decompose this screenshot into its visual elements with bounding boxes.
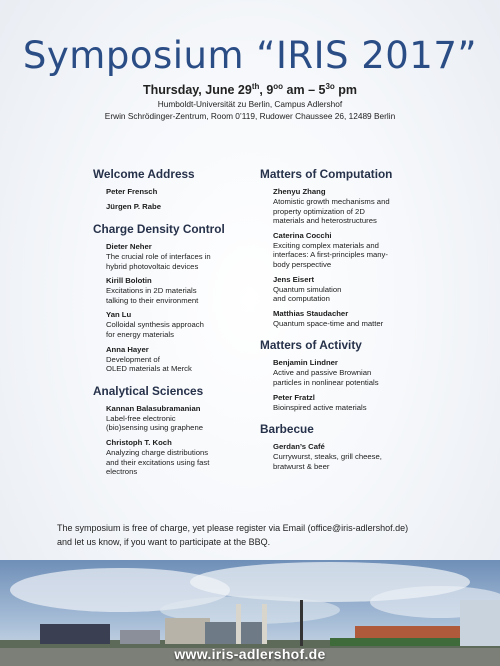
time-start-minutes: oo xyxy=(273,82,284,91)
talk-item xyxy=(106,242,261,271)
section-title: Analytical Sciences xyxy=(93,383,204,398)
talk-item xyxy=(106,202,261,212)
speaker-name: Peter Frensch xyxy=(106,187,158,196)
date-prefix: Thursday, June 29 xyxy=(142,83,252,98)
talk-item xyxy=(273,231,450,270)
talk-topic: Currywurst, steaks, grill cheese, bratwurst & beer xyxy=(273,452,382,471)
talk-topic: Label-free electronic (bio)sensing using graphene xyxy=(106,413,204,433)
time-end: pm xyxy=(334,83,358,98)
talk-topic: Exciting complex materials and interfaces: A first-principles many- body perspective xyxy=(273,240,388,269)
section-title: Matters of Computation xyxy=(260,167,393,181)
talk-topic: Excitations in 2D materials talking to their environment xyxy=(106,286,199,305)
program-section xyxy=(93,167,261,212)
talk-item xyxy=(106,438,261,477)
talk-topic: Bioinspired active materials xyxy=(273,402,367,412)
talk-item xyxy=(273,275,450,304)
talk-item xyxy=(106,310,261,339)
talk-topic: Quantum space-time and matter xyxy=(273,318,384,328)
section-title: Welcome Address xyxy=(93,167,195,181)
talk-item xyxy=(273,358,450,387)
event-date xyxy=(0,82,500,97)
talk-item xyxy=(106,276,261,305)
date-day-suffix: th xyxy=(251,82,260,91)
talk-item xyxy=(106,345,261,374)
speaker-name: Matthias Staudacher xyxy=(273,308,349,318)
speaker-name: Kirill Bolotin xyxy=(106,276,152,286)
speaker-name: Dieter Neher xyxy=(106,242,152,251)
speaker-name: Kannan Balasubramanian xyxy=(106,403,201,413)
venue xyxy=(0,99,500,122)
program-section xyxy=(93,384,261,477)
registration-line-2: and let us know, if you want to participate at the BBQ. xyxy=(57,536,271,547)
registration-note xyxy=(57,522,477,549)
talk-topic: Development of OLED materials at Merck xyxy=(106,354,192,374)
talk-item xyxy=(273,442,450,471)
talk-item xyxy=(273,187,450,226)
talk-topic: Atomistic growth mechanisms and property optimization of 2D materials and heterostructures xyxy=(273,197,390,226)
speaker-name: Zhenyu Zhang xyxy=(273,187,326,196)
time-separator: am – 5 xyxy=(283,83,326,98)
program-section xyxy=(260,338,450,412)
section-title: Charge Density Control xyxy=(93,222,225,236)
speaker-name: Yan Lu xyxy=(106,310,132,320)
talk-item xyxy=(273,309,450,329)
speaker-name: Benjamin Lindner xyxy=(273,358,338,368)
talk-topic: The crucial role of interfaces in hybrid photovoltaic devices xyxy=(106,252,211,271)
talk-topic: Quantum simulation and computation xyxy=(273,284,342,304)
talk-topic: Active and passive Brownian particles in nonlinear potentials xyxy=(273,368,379,387)
speaker-name: Jens Eisert xyxy=(273,274,315,284)
speaker-name: Peter Fratzl xyxy=(273,392,315,402)
speaker-name: Jürgen P. Rabe xyxy=(106,202,161,211)
program-section xyxy=(260,167,450,328)
speaker-name: Caterina Cocchi xyxy=(273,230,332,240)
time-start: , 9 xyxy=(259,83,274,98)
section-title: Matters of Activity xyxy=(260,338,362,353)
time-end-minutes: 3o xyxy=(325,82,335,91)
program-section xyxy=(93,222,261,374)
website-url[interactable]: www.iris-adlershof.de xyxy=(174,646,326,662)
venue-line-2: Erwin Schrödinger-Zentrum, Room 0’119, Rudower Chaussee 26, 12489 Berlin xyxy=(104,110,396,121)
section-title: Barbecue xyxy=(260,422,314,437)
talk-topic: Analyzing charge distributions and their excitations using fast electrons xyxy=(106,447,210,477)
program-section xyxy=(260,422,450,471)
talk-item xyxy=(273,393,450,413)
program-right-column xyxy=(260,167,450,481)
talk-item xyxy=(106,404,261,433)
speaker-name: Christoph T. Koch xyxy=(106,437,172,447)
speaker-name: Gerdan’s Café xyxy=(273,442,325,452)
speaker-name: Anna Hayer xyxy=(106,344,149,354)
talk-topic: Colloidal synthesis approach for energy materials xyxy=(106,320,204,339)
talk-item xyxy=(106,187,261,197)
venue-line-1: Humboldt-Universität zu Berlin, Campus Adlershof xyxy=(157,99,343,109)
registration-line-1: The symposium is free of charge, yet please register via Email (office@iris-adlershof.de) xyxy=(57,523,409,533)
program-left-column xyxy=(93,167,261,487)
page-title: Symposium “IRIS 2017” xyxy=(22,34,478,77)
